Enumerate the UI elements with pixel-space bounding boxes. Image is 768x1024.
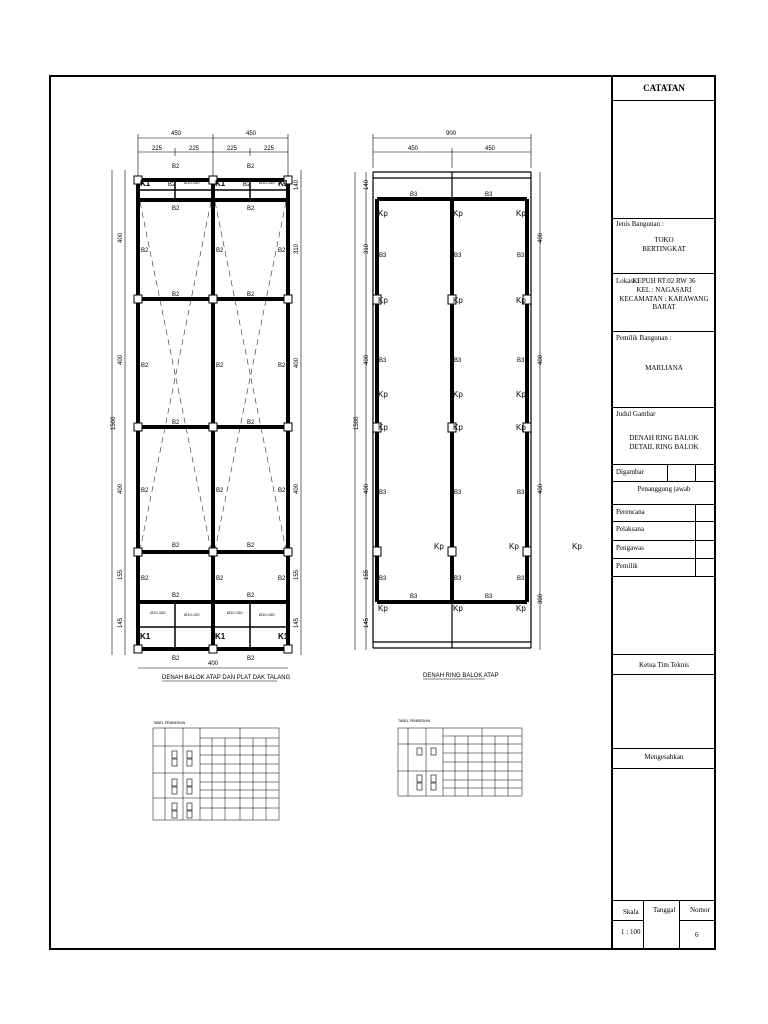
rebar-sections-right [417,748,436,790]
beam-label: B3 [379,253,387,259]
pemilik-value: MARLIANA [645,364,683,372]
column-label: K1 [215,632,226,641]
beam-label: B2 [172,593,180,599]
rebar-sections-left [172,751,192,818]
column-label: Kp [378,209,388,218]
beam-label: B2 [172,656,180,662]
dim-text: 400 [118,354,124,365]
dim-text: 145 [294,617,300,628]
slab-note: Ø10-150 [184,612,200,617]
beam-label: B2 [247,164,255,170]
lokasi-3: KECAMATAN : KARAWANG BARAT [619,295,709,311]
column-label: K1 [278,632,289,641]
dim-text: 225 [264,146,275,152]
column-label: K1 [215,179,226,188]
table-title: TABEL PEMBESIAN [153,721,186,725]
right-plan [354,131,582,679]
beam-label: B2 [247,593,255,599]
column-label: Kp [516,604,526,613]
dim-text: 450 [485,146,496,152]
beam-label: B3 [379,490,387,496]
beam-label: B3 [410,594,418,600]
column-label: Kp [378,604,388,613]
column-label: K1 [278,179,289,188]
pemilik-bangunan-label: Pemilik Bangunan : [616,334,672,342]
ketua-tim-label: Ketua Tim Teknis [639,661,689,669]
tanggal-label: Tanggal [653,906,676,914]
column-label: Kp [516,209,526,218]
dim-text: 400 [364,483,370,494]
beam-label: B3 [410,192,418,198]
column-label: Kp [509,542,519,551]
dim-text: 400 [118,232,124,243]
beam-label: B3 [379,576,387,582]
slab-note: Ø10-150 [227,610,243,615]
pelaksana-label: Pelaksana [616,525,644,533]
beam-label: B3 [485,594,493,600]
plan-caption: DENAH BALOK ATAP DAN PLAT DAK TALANG [162,675,291,681]
dim-text: 400 [118,483,124,494]
beam-label: B2 [243,182,251,188]
title-block [613,76,715,949]
dim-text: 140 [294,179,300,190]
beam-label: B2 [216,488,224,494]
column-label: K1 [140,179,151,188]
nomor-value: 6 [695,931,699,939]
dim-text: 1500 [354,416,360,430]
dim-text: 310 [294,243,300,254]
column-label: Kp [516,390,526,399]
dim-text: 145 [364,617,370,628]
column-label: Kp [453,296,463,305]
pemilik-label: Pemilik [616,562,638,570]
column-label: Kp [378,390,388,399]
dim-text: 300 [538,593,544,604]
penanggung-label: Penanggung jawab [637,485,691,493]
dim-text: 400 [364,354,370,365]
beam-label: B3 [517,253,525,259]
dim-text: 400 [538,483,544,494]
dim-text: 155 [118,569,124,580]
dim-text: 400 [208,661,219,667]
dim-text: 140 [364,179,370,190]
beam-label: B2 [141,363,149,369]
column-label: Kp [453,423,463,432]
slab-note: Ø10-150 [150,610,166,615]
column-label: Kp [378,423,388,432]
beam-label: B2 [172,292,180,298]
column-label: Kp [453,390,463,399]
dim-text: 400 [538,232,544,243]
beam-label: B2 [216,576,224,582]
lokasi-2: KEL : NAGASARI [636,286,692,294]
beam-label: B2 [278,248,286,254]
dim-text: 155 [294,569,300,580]
beam-label: B3 [454,358,462,364]
dim-text: 225 [189,146,200,152]
lokasi-1: KEPUH RT.02 RW 36 [632,277,696,285]
dim-text: 400 [538,354,544,365]
beam-label: B3 [454,490,462,496]
jenis-label: Jenis Bangunan : [616,220,664,228]
beam-label: B3 [454,253,462,259]
beam-label: B2 [172,164,180,170]
beam-label: B2 [172,543,180,549]
skala-value: 1 : 100 [621,928,641,936]
beam-label: B2 [172,206,180,212]
beam-label: B2 [216,363,224,369]
dim-text: 900 [446,131,457,137]
beam-label: B2 [168,182,176,188]
jenis-value-1: TOKO [654,236,674,244]
beam-label: B3 [517,576,525,582]
dim-text: 450 [246,131,257,137]
dim-text: 400 [294,483,300,494]
dim-text: 400 [294,357,300,368]
rebar-table-right [398,728,522,796]
dim-text: 310 [364,243,370,254]
judul-2: DETAIL RING BALOK [629,443,699,451]
beam-label: B2 [247,543,255,549]
column-label: Kp [516,423,526,432]
column-label: Kp [516,296,526,305]
dim-text: 225 [227,146,238,152]
beam-label: B2 [216,248,224,254]
beam-label: B2 [247,292,255,298]
beam-label: B3 [517,358,525,364]
beam-label: B2 [141,488,149,494]
dim-text: 225 [152,146,163,152]
lokasi-label: Lokasi : [616,277,639,285]
judul-1: DENAH RING BALOK [629,434,699,442]
dim-text: 450 [171,131,182,137]
column-label: Kp [434,542,444,551]
plan-caption: DENAH RING BALOK ATAP [423,673,499,679]
dim-text: 1500 [111,416,117,430]
slab-note: Ø10-150 [259,180,275,185]
beam-label: B2 [141,576,149,582]
beam-label: B3 [517,490,525,496]
dim-text: 145 [118,617,124,628]
jenis-value-2: BERTINGKAT [642,245,686,253]
beam-label: B3 [485,192,493,198]
beam-label: B2 [247,656,255,662]
column-label: Kp [572,542,582,551]
perencana-label: Perencana [616,508,645,516]
beam-label: B2 [141,248,149,254]
table-title: TABEL PEMBESIAN [398,719,431,723]
mengesahkan-label: Mengesahkan [644,753,684,761]
dim-text: 450 [408,146,419,152]
nomor-label: Nomor [690,906,710,914]
slab-note: Ø10-150 [184,180,200,185]
dim-text: 155 [364,569,370,580]
skala-label: Skala [623,908,639,916]
catatan-header: CATATAN [643,83,685,93]
judul-label: Judul Gambar [616,410,656,418]
slab-note: Ø10-150 [259,612,275,617]
beam-label: B3 [379,358,387,364]
beam-label: B2 [278,576,286,582]
beam-label: B2 [278,488,286,494]
beam-label: B2 [247,206,255,212]
pengawas-label: Pengawas [616,544,644,552]
digambar-label: Digambar [616,468,644,476]
beam-label: B2 [172,420,180,426]
beam-label: B2 [278,363,286,369]
column-label: Kp [453,209,463,218]
column-label: K1 [140,632,151,641]
left-plan [111,131,301,681]
beam-label: B2 [247,420,255,426]
column-label: Kp [453,604,463,613]
beam-label: B3 [454,576,462,582]
column-label: Kp [378,296,388,305]
